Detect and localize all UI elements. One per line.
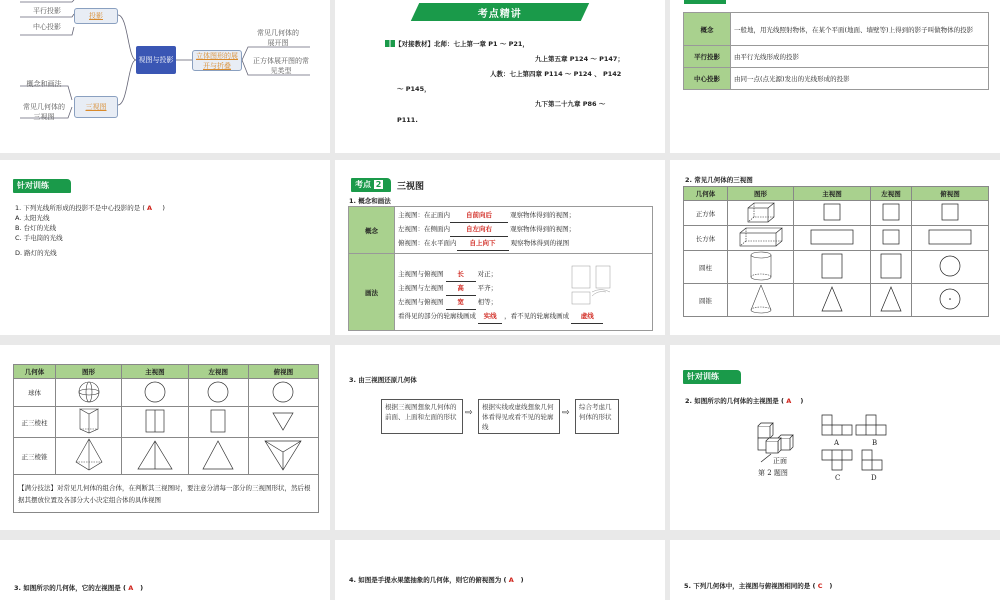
option-a[interactable]: A. 太阳光线 bbox=[15, 214, 50, 222]
triangle-view bbox=[820, 285, 844, 313]
textbook-line: 【对接教材】北师：七上第一章 P1 ～ P21， bbox=[395, 40, 529, 48]
row-label: 圆锥 bbox=[684, 284, 728, 317]
answer-blank: 实线 bbox=[478, 310, 502, 324]
mindmap-root[interactable]: 视图与投影 bbox=[136, 46, 176, 74]
section-tag-stub bbox=[684, 0, 726, 4]
col-header: 俯视图 bbox=[911, 187, 988, 201]
row-head: 概念 bbox=[684, 13, 731, 46]
col-header: 图形 bbox=[728, 187, 794, 201]
subsection-title: 3. 由三视图还原几何体 bbox=[349, 376, 417, 384]
tip-text: 【满分技法】对常见几何体的组合体，在判断其三视图时，要注意分清每一部分的三视图形状，然后根据其摆放位置及各部分大小决定组合体的具体视图 bbox=[14, 475, 319, 513]
rectangle-view bbox=[809, 228, 855, 246]
textbook-line: 人教：七上第四章 P114 ～ P124 、 P142 bbox=[490, 70, 622, 78]
col-header: 主视图 bbox=[122, 365, 189, 379]
flow-step: 根据实线或虚线想象几何体看得见或看不见的轮廓线 bbox=[478, 399, 560, 434]
question-3: 3. 如图所示的几何体，它的左视图是 ( A ) bbox=[14, 584, 144, 592]
row-label: 正方体 bbox=[684, 201, 728, 226]
square-view bbox=[881, 228, 901, 246]
mindmap-leaf: 正方体展开图的常见类型 bbox=[253, 57, 309, 75]
choice-c[interactable]: C bbox=[835, 474, 841, 482]
slide-common-views[interactable] bbox=[670, 160, 1000, 335]
option-d[interactable]: D. 路灯的光线 bbox=[15, 249, 57, 257]
slide-three-views[interactable] bbox=[335, 160, 665, 335]
rectangle-view bbox=[879, 252, 903, 280]
answer-blank: 自前向后 bbox=[450, 209, 508, 223]
practice-tag: 针对训练 bbox=[683, 370, 741, 384]
answer-blank: 高 bbox=[446, 282, 476, 296]
mindmap-leaf: 平行投影 bbox=[33, 7, 61, 15]
cube-figure bbox=[746, 201, 776, 223]
rectangle-view bbox=[209, 408, 227, 434]
practice-tag: 针对训练 bbox=[13, 179, 71, 193]
pointer-line bbox=[760, 453, 772, 463]
textbook-line: ～ P145， bbox=[397, 85, 431, 93]
question-1: 1. 下列光线所形成的投影不是中心投影的是 ( A ) bbox=[15, 204, 165, 212]
choice-b[interactable]: B bbox=[872, 439, 878, 447]
prism-figure bbox=[78, 407, 100, 435]
col-header: 左视图 bbox=[188, 365, 248, 379]
cuboid-figure bbox=[738, 226, 784, 248]
cone-figure bbox=[749, 284, 773, 314]
choice-a[interactable]: A bbox=[834, 439, 840, 447]
arrow-right-icon: ⇨ bbox=[562, 408, 570, 418]
row-head: 中心投影 bbox=[684, 68, 731, 90]
col-header: 主视图 bbox=[794, 187, 871, 201]
row-body: 由平行光线形成的投影 bbox=[731, 46, 989, 68]
row-label: 球体 bbox=[14, 379, 56, 407]
circle-view bbox=[143, 380, 167, 404]
projection-table bbox=[683, 12, 989, 90]
row-head: 画法 bbox=[349, 254, 395, 331]
col-header: 俯视图 bbox=[248, 365, 318, 379]
triangle-view bbox=[879, 285, 903, 313]
row-head: 概念 bbox=[349, 207, 395, 254]
subsection-title: 2. 常见几何体的三视图 bbox=[685, 176, 753, 184]
answer: C bbox=[817, 582, 823, 590]
kaodian-tag: 考点 2 bbox=[351, 178, 391, 192]
square-view bbox=[881, 202, 901, 222]
slide-question-4[interactable] bbox=[335, 540, 665, 600]
mindmap-node-unfold[interactable]: 立体图形的展开与折叠 bbox=[192, 50, 242, 71]
slide-question-3[interactable] bbox=[0, 540, 330, 600]
answer: A bbox=[146, 204, 152, 212]
col-header: 几何体 bbox=[14, 365, 56, 379]
mindmap-leaf: 中心投影 bbox=[33, 23, 61, 31]
flow-step: 根据三视图想象几何体的前面、上面和左面的形状 bbox=[381, 399, 463, 434]
question-4: 4. 如图是手提水果篮抽象的几何体，则它的俯视图为 ( A ) bbox=[349, 576, 524, 584]
col-header: 图形 bbox=[56, 365, 122, 379]
option-b[interactable]: B. 台灯的光线 bbox=[15, 224, 57, 232]
answer-blank: 虚线 bbox=[571, 310, 603, 324]
textbook-line: 九上第五章 P124 ～ P147； bbox=[535, 55, 624, 63]
textbook-line: 九下第二十九章 P86 ～ bbox=[535, 100, 606, 108]
mindmap-node-three-views[interactable]: 三视图 bbox=[74, 96, 118, 118]
banner-title: 考点精讲 bbox=[478, 8, 522, 20]
mindmap-node-projection[interactable]: 投影 bbox=[74, 8, 118, 24]
split-triangle-view bbox=[136, 439, 174, 471]
three-views-diagram bbox=[570, 258, 620, 308]
mindmap-leaf: 常见几何体的展开图 bbox=[257, 29, 299, 47]
mindmap-leaf: 常见几何体的三视图 bbox=[23, 103, 65, 121]
question-5: 5. 下列几何体中，主视图与俯视图相同的是 ( C ) bbox=[684, 582, 833, 590]
flow-step: 综合考虑几何体的形状 bbox=[575, 399, 619, 434]
row-body: 一般地，用光线照射物体，在某个平面(地面、墙壁等)上得到的影子叫做物体的投影 bbox=[731, 13, 989, 46]
square-view bbox=[940, 202, 960, 222]
rectangle-view bbox=[927, 228, 973, 246]
row-head: 平行投影 bbox=[684, 46, 731, 68]
slide-practice-2[interactable] bbox=[670, 345, 1000, 530]
answer: A bbox=[128, 584, 134, 592]
pyramid-top-view bbox=[263, 438, 303, 472]
row-body: 由同一点(点光源)发出的光线形成的投影 bbox=[731, 68, 989, 90]
circle-view bbox=[938, 254, 962, 278]
sphere-figure bbox=[77, 380, 101, 404]
row-label: 长方体 bbox=[684, 226, 728, 251]
three-views-table: 概念 主视图：在正面内 自前向后 观察物体得到的视图； 左视图：在侧面内 自左向右 观察物体得到的视图； 俯视图：在水平面内 自上向下 观察物体得到的视图 画法 主视图与俯视图 长 对正； 主视图与左视图 高 平齐； 左视图与俯视图 宽 相等； 看得见的部分的轮廓线画成 实线 ，看不见的轮廓线画成 虚线 bbox=[348, 206, 653, 331]
row-label: 正三棱锥 bbox=[14, 438, 56, 475]
arrow-right-icon: ⇨ bbox=[465, 408, 473, 418]
textbook-line: P111. bbox=[397, 116, 418, 124]
slide-question-5[interactable] bbox=[670, 540, 1000, 600]
answer: A bbox=[508, 576, 514, 584]
cylinder-figure bbox=[749, 251, 773, 281]
rectangle-view bbox=[820, 252, 844, 280]
common-views-table bbox=[683, 186, 989, 317]
answer-blank: 宽 bbox=[446, 296, 476, 310]
answer-blank: 自左向右 bbox=[450, 223, 508, 237]
blocks-figure bbox=[756, 421, 800, 457]
col-header: 左视图 bbox=[871, 187, 912, 201]
section-title: 三视图 bbox=[397, 182, 425, 192]
common-views-table-2 bbox=[13, 364, 319, 513]
slide-restore[interactable] bbox=[335, 345, 665, 530]
answer-blank: 自上向下 bbox=[457, 237, 509, 251]
square-view bbox=[822, 202, 842, 222]
option-c[interactable]: C. 手电筒的光线 bbox=[15, 234, 63, 242]
triangle-view bbox=[201, 439, 235, 471]
mindmap-leaf: 概念和画法 bbox=[26, 80, 62, 88]
slide-practice-1[interactable] bbox=[0, 160, 330, 335]
inverted-triangle-view bbox=[271, 410, 295, 432]
section-banner bbox=[411, 3, 589, 21]
slide-projection[interactable] bbox=[670, 0, 1000, 153]
slide-kaodian[interactable] bbox=[335, 0, 665, 153]
answer-blank: 长 bbox=[446, 268, 476, 282]
circle-view bbox=[206, 380, 230, 404]
circle-dot-view bbox=[938, 287, 962, 311]
answer-choices-figure[interactable] bbox=[820, 414, 890, 484]
split-rectangle-view bbox=[144, 408, 166, 434]
answer: A bbox=[786, 397, 792, 405]
circle-view bbox=[271, 380, 295, 404]
slide-common-views-2[interactable] bbox=[0, 345, 330, 530]
subsection-title: 1. 概念和画法 bbox=[349, 197, 391, 205]
col-header: 几何体 bbox=[684, 187, 728, 201]
choice-d[interactable]: D bbox=[871, 474, 877, 482]
figure-label: 正面 bbox=[773, 457, 787, 465]
book-icon bbox=[385, 40, 395, 47]
figure-caption: 第 2 题图 bbox=[758, 469, 788, 477]
question-2: 2. 如图所示的几何体的主视图是 ( A ) bbox=[685, 397, 804, 405]
slide-mindmap[interactable] bbox=[0, 0, 330, 153]
row-label: 正三棱柱 bbox=[14, 407, 56, 438]
pyramid-figure bbox=[74, 438, 104, 472]
row-label: 圆柱 bbox=[684, 251, 728, 284]
